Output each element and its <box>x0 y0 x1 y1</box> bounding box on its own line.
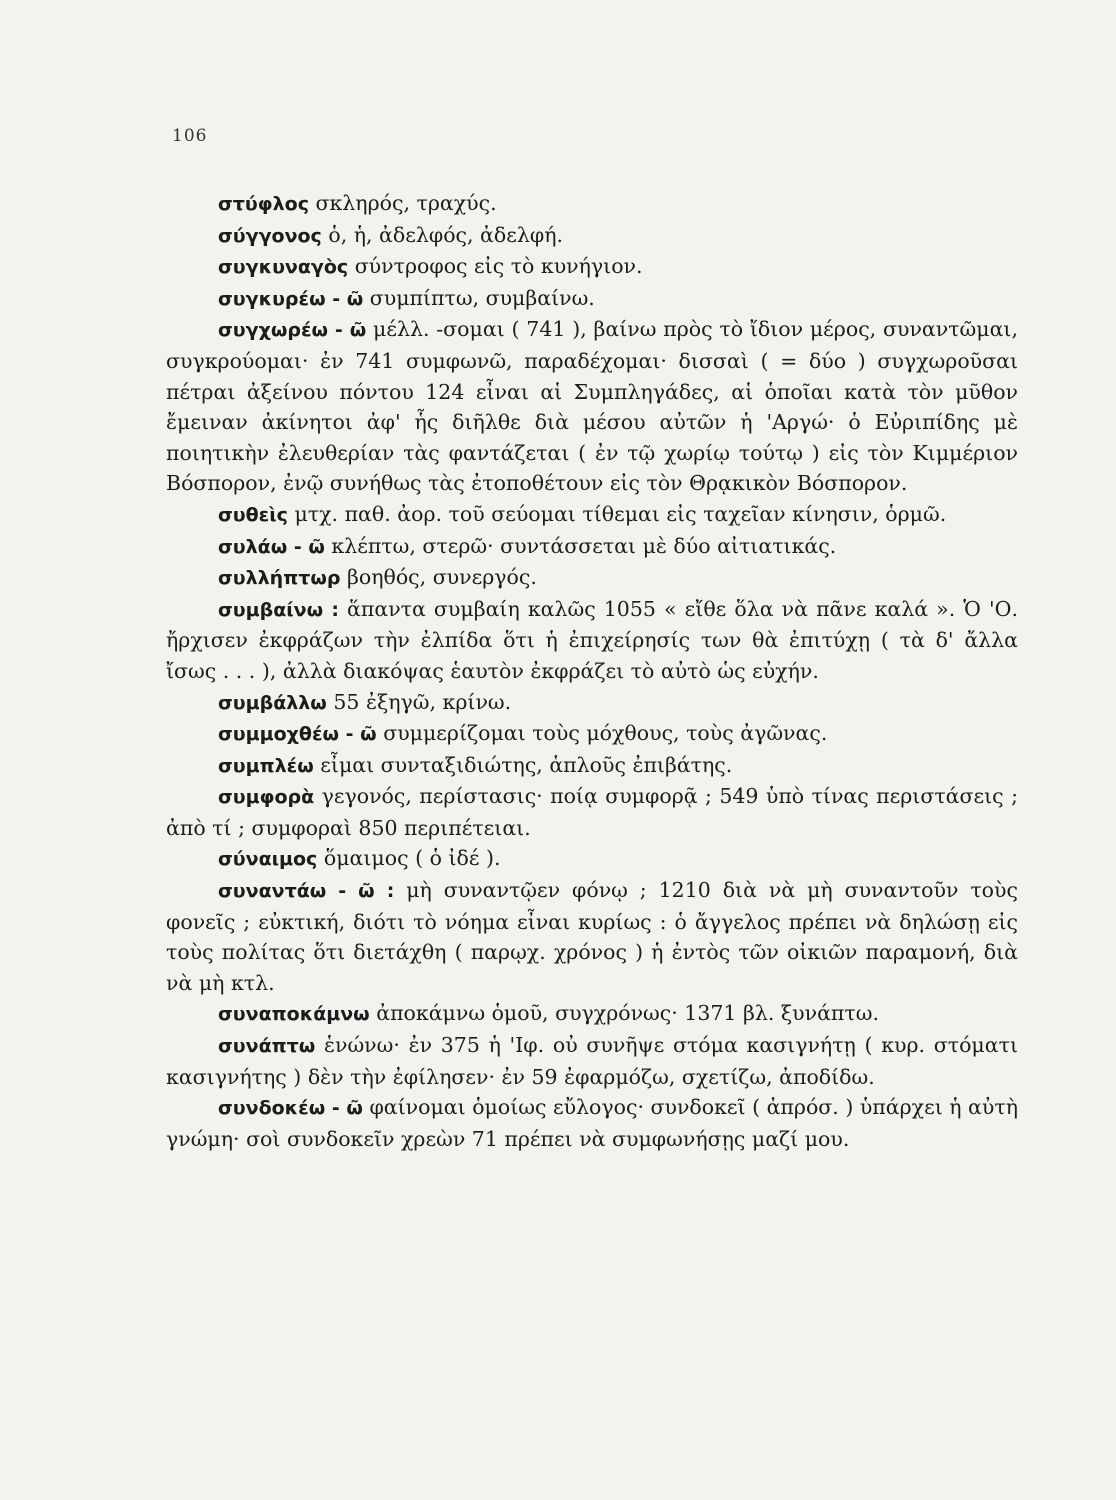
entry-synantao <box>166 875 1018 998</box>
headword: συνδοκέω - ῶ <box>218 1097 363 1120</box>
entry-synkynagos <box>166 251 1018 283</box>
entry-syndokeo <box>166 1092 1018 1154</box>
page-number: 106 <box>172 126 208 146</box>
entry-syllepter <box>166 562 1018 594</box>
entry-symphora <box>166 781 1018 843</box>
headword: συμφορὰ <box>218 786 315 809</box>
headword: συλάω - ῶ <box>218 535 325 558</box>
entry-synapokamno <box>166 998 1018 1030</box>
definition: ἑνώνω· ἐν 375 ἡ 'Ιφ. οὐ συνῆψε στόμα κασιγνήτῃ ( κυρ. στόματι κασιγνήτης ) δὲν τὴν ἐφίλησεν· ἐν 59 ἐφαρμόζω, σχετίζω, ἀποδίδω. <box>166 1033 1018 1089</box>
headword: σύγγονος <box>218 224 322 247</box>
entry-sylao <box>166 531 1018 563</box>
definition: εἶμαι συνταξιδιώτης, ἁπλοῦς ἐπιβάτης. <box>320 752 733 777</box>
headword: συναποκάμνω <box>218 1003 370 1026</box>
entry-sytheis <box>166 499 1018 531</box>
entry-styphlos <box>166 188 1018 220</box>
headword: συγκυναγὸς <box>218 256 349 279</box>
entry-symballo <box>166 687 1018 719</box>
definition: μέλλ. -σομαι ( 741 ), βαίνω πρὸς τὸ ἴδιον μέρος, συναντῶμαι, συγκρούομαι· ἐν 741 συμφωνῶ, παραδέχομαι· δισσαὶ ( = δύο ) συγχωροῦσαι πέτραι ἀξείνου πόντου 124 εἶναι αἱ Συμπληγάδες, αἱ ὁποῖαι κατὰ τὸν μῦθον ἔμειναν ἀκίνητοι ἀφ' ἧς διῆλθε διὰ μέσου αὐτῶν ἡ 'Αργώ· ὁ Εὐριπίδης μὲ ποιητικὴν ἐλευθερίαν τὰς φαντάζεται ( ἐν τῷ χωρίῳ τούτῳ ) εἰς τὸν Κιμμέριον Βόσπορον, ἐνῷ συνήθως τὰς ἐτοποθέτουν εἰς τὸν Θρᾳκικὸν Βόσπορον. <box>166 317 1018 496</box>
entry-synapto <box>166 1030 1018 1092</box>
definition: συμπίπτω, συμβαίνω. <box>369 285 595 310</box>
headword: συμβάλλω <box>218 691 327 714</box>
definition: 55 ἐξηγῶ, κρίνω. <box>333 689 512 714</box>
definition: ὁ, ἡ, ἀδελφός, ἀδελφή. <box>328 222 564 247</box>
entry-symmochtheo <box>166 718 1018 750</box>
headword: συμπλέω <box>218 754 314 777</box>
definition: ἅπαντα συμβαίη καλῶς 1055 « εἴθε ὅλα νὰ πᾶνε καλά ». Ὁ 'Ο. ἤρχισεν ἐκφράζων τὴν ἐλπίδα ὅτι ἡ ἐπιχείρησίς των θὰ ἐπιτύχῃ ( τὰ δ' ἄλλα ἴσως . . . ), ἀλλὰ διακόψας ἑαυτὸν ἐκφράζει τὸ αὐτὸ ὡς εὐχήν. <box>166 596 1018 683</box>
definition: σύντροφος εἰς τὸ κυνήγιον. <box>354 254 643 279</box>
headword: συναντάω - ῶ : <box>218 880 395 903</box>
definition: ἀποκάμνω ὁμοῦ, συγχρόνως· 1371 βλ. ξυνάπτω. <box>376 1001 879 1026</box>
definition: φαίνομαι ὁμοίως εὔλογος· συνδοκεῖ ( ἀπρόσ. ) ὑπάρχει ἡ αὐτὴ γνώμη· σοὶ συνδοκεῖν χρεὼν 71 πρέπει νὰ συμφωνήσῃς μαζί μου. <box>166 1095 1018 1151</box>
headword: συμμοχθέω - ῶ <box>218 723 377 746</box>
headword: συλλήπτωρ <box>218 567 341 590</box>
entry-synaimos <box>166 843 1018 875</box>
definition: βοηθός, συνεργός. <box>347 565 537 590</box>
definition: μτχ. παθ. ἀορ. τοῦ σεύομαι τίθεμαι εἰς ταχεῖαν κίνησιν, ὁρμῶ. <box>294 501 947 526</box>
headword: συμβαίνω : <box>218 598 339 621</box>
entry-list <box>166 188 1018 1154</box>
definition: μὴ συναντῷεν φόνῳ ; 1210 διὰ νὰ μὴ συναντοῦν τοὺς φονεῖς ; εὐκτική, διότι τὸ νόημα εἶναι κυρίως : ὁ ἄγγελος πρέπει νὰ δηλώσῃ εἰς τοὺς πολίτας ὅτι διετάχθη ( παρῳχ. χρόνος ) ἡ ἐντὸς τῶν οἰκιῶν παραμονή, διὰ νὰ μὴ κτλ. <box>166 878 1018 995</box>
entry-synkyreo <box>166 283 1018 315</box>
headword: συγχωρέω - ῶ <box>218 319 367 342</box>
definition: κλέπτω, στερῶ· συντάσσεται μὲ δύο αἰτιατικάς. <box>331 533 837 558</box>
definition: σκληρός, τραχύς. <box>315 191 497 215</box>
entry-symbaino <box>166 594 1018 687</box>
headword: συγκυρέω - ῶ <box>218 287 364 310</box>
definition: συμμερίζομαι τοὺς μόχθους, τοὺς ἀγῶνας. <box>383 721 828 746</box>
definition: ὅμαιμος ( ὁ ἰδέ ). <box>323 846 501 871</box>
entry-sympleo <box>166 750 1018 782</box>
headword: στύφλος <box>218 193 309 215</box>
headword: συνάπτω <box>218 1035 316 1058</box>
entry-syngonos <box>166 220 1018 252</box>
entry-synchoreo <box>166 314 1018 499</box>
definition: γεγονός, περίστασις· ποίᾳ συμφορᾷ ; 549 ὑπὸ τίνας περιστάσεις ; ἀπὸ τί ; συμφοραὶ 850 περιπέτειαι. <box>166 784 1018 840</box>
headword: συθεὶς <box>218 503 288 526</box>
headword: σύναιμος <box>218 848 318 871</box>
